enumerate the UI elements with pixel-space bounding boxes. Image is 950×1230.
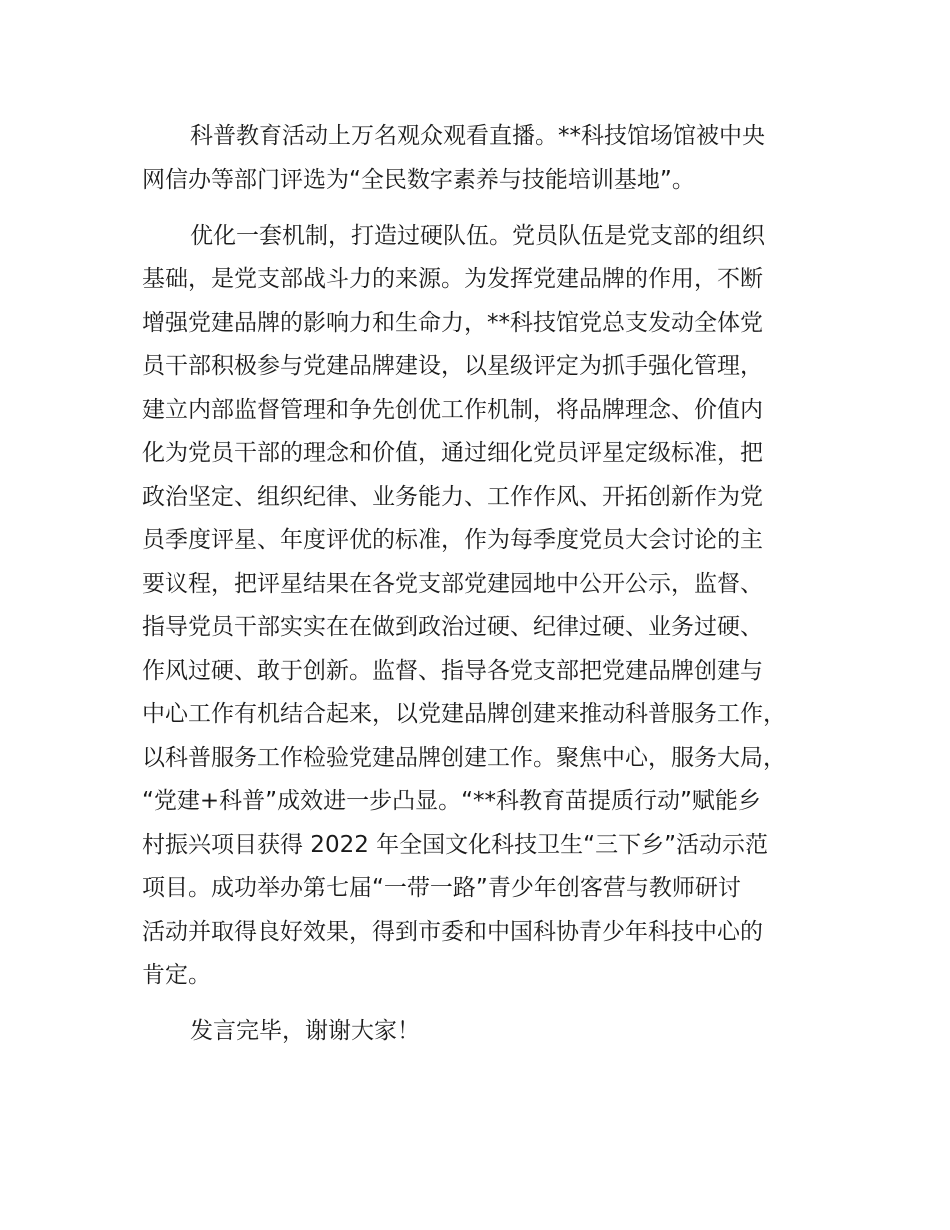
text-line: “党建+科普”成效进一步凸显。“**科教育苗提质行动”赋能乡 — [142, 788, 761, 814]
text-line: 增强党建品牌的影响力和生命力，**科技馆党总支发动全体党 — [142, 310, 763, 336]
text-line: 员干部积极参与党建品牌建设，以星级评定为抓手强化管理， — [142, 353, 763, 379]
text-line: 要议程，把评星结果在各党支部党建园地中公开公示，监督、 — [142, 571, 763, 597]
text-line: 肯定。 — [142, 962, 211, 988]
text-line: 政治坚定、组织纪律、业务能力、工作作风、开拓创新作为党 — [142, 484, 763, 510]
text-line: 作风过硬、敢于创新。监督、指导各党支部把党建品牌创建与 — [142, 658, 763, 684]
text-line: 基础，是党支部战斗力的来源。为发挥党建品牌的作用，不断 — [142, 266, 763, 292]
text-line: 活动并取得良好效果，得到市委和中国科协青少年科技中心的 — [142, 919, 763, 945]
text-line: 以科普服务工作检验党建品牌创建工作。聚焦中心，服务大局， — [142, 745, 786, 771]
text-line: 村振兴项目获得 2022 年全国文化科技卫生“三下乡”活动示范 — [142, 832, 768, 858]
text-line: 网信办等部门评选为“全民数字素养与技能培训基地”。 — [142, 167, 695, 193]
text-line: 中心工作有机结合起来，以党建品牌创建来推动科普服务工作， — [142, 701, 786, 727]
closing-line: 发言完毕，谢谢大家！ — [190, 1018, 420, 1044]
text-line: 指导党员干部实实在在做到政治过硬、纪律过硬、业务过硬、 — [142, 614, 763, 640]
text-line: 化为党员干部的理念和价值，通过细化党员评星定级标准，把 — [142, 440, 763, 466]
text-line: 科普教育活动上万名观众观看直播。**科技馆场馆被中央 — [190, 123, 765, 149]
text-line: 优化一套机制，打造过硬队伍。党员队伍是党支部的组织 — [190, 223, 765, 249]
text-line: 项目。成功举办第七届“一带一路”青少年创客营与教师研讨 — [142, 875, 741, 901]
text-line: 建立内部监督管理和争先创优工作机制，将品牌理念、价值内 — [142, 397, 763, 423]
text-line: 员季度评星、年度评优的标准，作为每季度党员大会讨论的主 — [142, 527, 763, 553]
